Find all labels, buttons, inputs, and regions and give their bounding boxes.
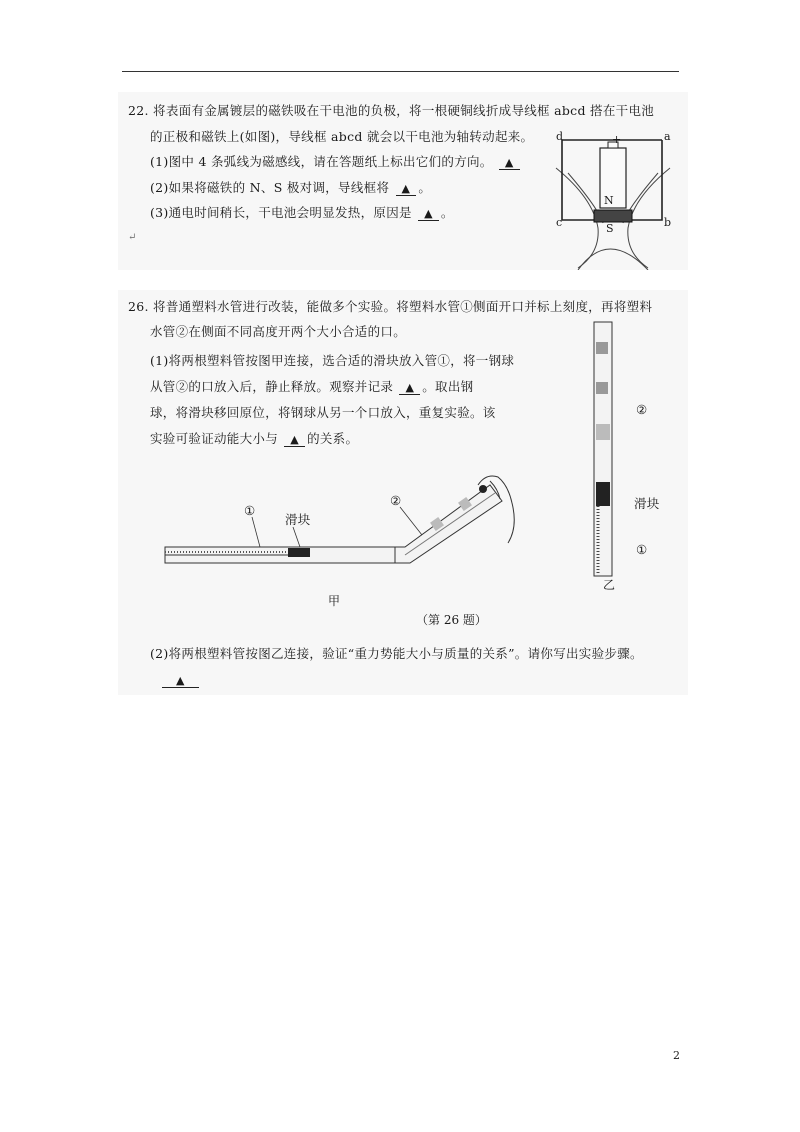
q22-label-n: N: [604, 194, 614, 207]
jia-caption: 甲: [328, 594, 341, 608]
q26-part1-d-post: 的关系。: [307, 431, 359, 446]
q26-part1-d: [150, 429, 358, 447]
yi-label-tube1: ①: [636, 542, 648, 557]
q22-part3-end: 。: [440, 205, 454, 220]
figure-yi: [588, 320, 618, 578]
q22-part1: [150, 152, 522, 170]
jia-label-tube2: ②: [390, 493, 402, 508]
q22-part1-blank: [499, 154, 520, 170]
q22-label-b: b: [664, 216, 672, 229]
q22-part1-text: (1)图中 4 条弧线为磁感线，请在答题纸上标出它们的方向。: [150, 154, 493, 169]
figure-jia: [160, 455, 525, 585]
q26-part2-blank: [162, 672, 199, 688]
q22-part3: [150, 203, 454, 221]
q22-label-d: d: [556, 130, 564, 143]
q26-part1-b-pre: 从管②的口放入后，静止释放。观察并记录: [150, 379, 394, 394]
q26-part1-blank-a: [399, 379, 420, 395]
q26-part1-c: 球，将滑块移回原位，将钢球从另一个口放入，重复实验。该: [150, 405, 496, 420]
triangle-icon: ▲: [405, 381, 415, 394]
triangle-icon: ▲: [290, 433, 300, 446]
q22-line2: 的正极和磁铁上(如图)，导线框 abcd 就会以干电池为轴转动起来。: [150, 129, 534, 144]
q26-part1-a: (1)将两根塑料管按图甲连接，选合适的滑块放入管①，将一钢球: [150, 353, 515, 368]
q22-line1: 22. 将表面有金属镀层的磁铁吸在干电池的负极，将一根硬铜线折成导线框 abcd 搭在干电池: [128, 103, 655, 118]
q26-part1-d-pre: 实验可验证动能大小与: [150, 431, 279, 446]
q22-label-a: a: [664, 130, 671, 143]
q26-part1-blank-b: [284, 431, 305, 447]
q22-part3-text: (3)通电时间稍长，干电池会明显发热，原因是: [150, 205, 412, 220]
triangle-icon: ▲: [504, 156, 514, 169]
q22-part2-text: (2)如果将磁铁的 N、S 极对调，导线框将: [150, 180, 390, 195]
jia-label-tube1: ①: [244, 503, 256, 518]
yi-label-slider: 滑块: [634, 496, 660, 511]
header-rule: [122, 71, 679, 72]
q22-label-s: S: [606, 222, 614, 235]
q22-part2: [150, 178, 431, 196]
jia-label-slider: 滑块: [285, 512, 311, 527]
q26-line1: 26. 将普通塑料水管进行改装，能做多个实验。将塑料水管①侧面开口并标上刻度，再将塑料: [128, 299, 653, 314]
figure-26-caption: （第 26 题）: [416, 613, 487, 627]
q22-label-plus: +: [612, 133, 622, 146]
q22-part2-blank: [396, 180, 417, 196]
page-number: 2: [673, 1049, 680, 1062]
yi-label-tube2: ②: [636, 402, 648, 417]
triangle-icon: ▲: [401, 182, 411, 195]
q22-label-c: c: [556, 216, 563, 229]
q22-part2-end: 。: [418, 180, 432, 195]
triangle-icon: ▲: [424, 207, 433, 220]
triangle-icon: ▲: [176, 674, 185, 687]
q26-part2: (2)将两根塑料管按图乙连接，验证“重力势能大小与质量的关系”。请你写出实验步骤。: [150, 646, 643, 661]
q22-part3-blank: [418, 205, 439, 221]
q26-part1-b-post: 。取出钢: [422, 379, 474, 394]
yi-caption: 乙: [603, 578, 616, 592]
q26-line2: 水管②在侧面不同高度开两个大小合适的口。: [150, 324, 407, 339]
q26-part1-b: [150, 377, 473, 395]
q26-part2-answer: [160, 672, 201, 688]
return-mark: ↵: [128, 232, 137, 243]
